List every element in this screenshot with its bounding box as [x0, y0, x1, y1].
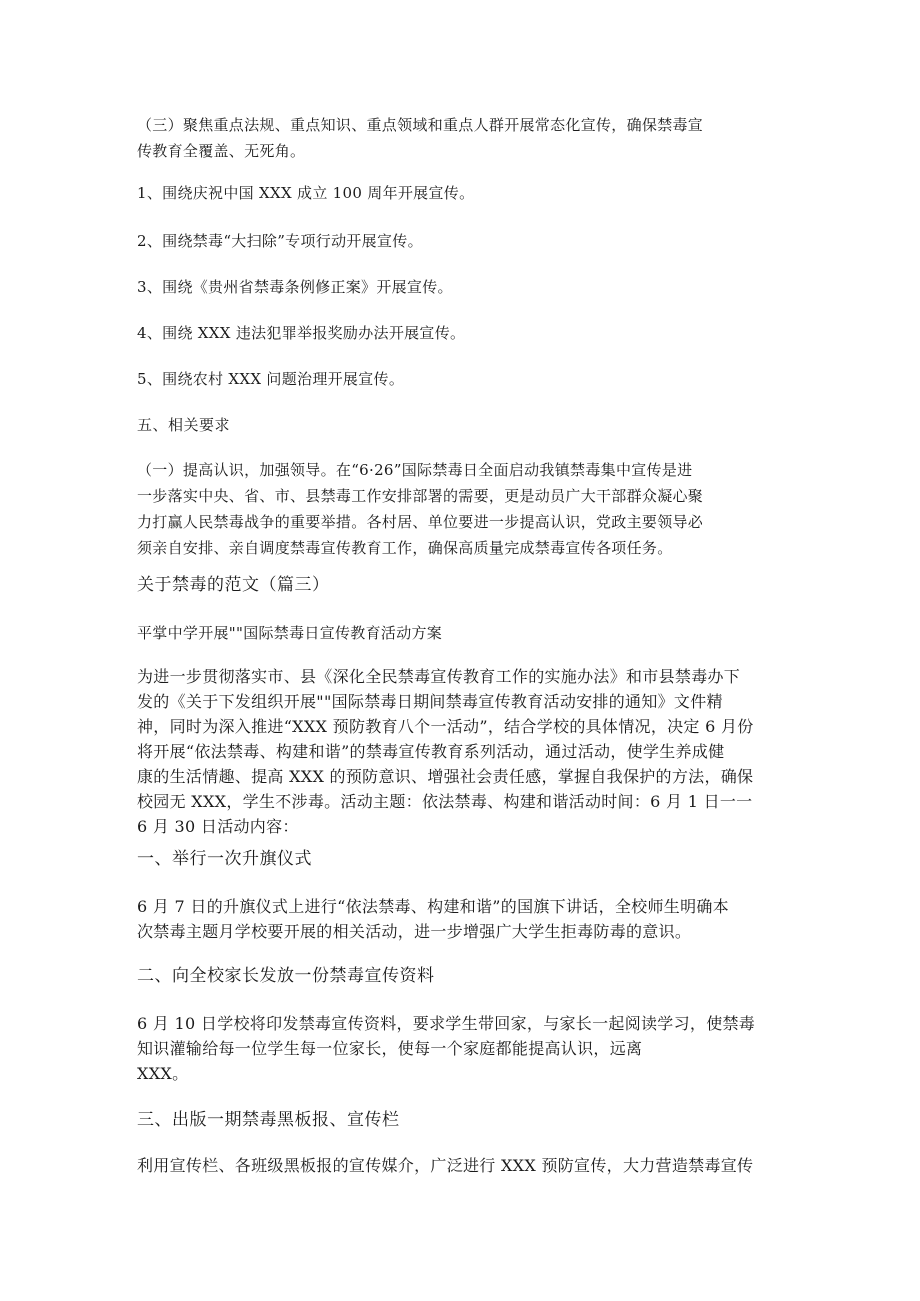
text-line: 6 月 30 日活动内容：: [137, 817, 299, 836]
section-heading-blackboard: 三、出版一期禁毒黑板报、宣传栏: [137, 1110, 400, 1130]
text-line: 知识灌输给每一位学生每一位家长，使每一个家庭都能提高认识，远离: [137, 1039, 643, 1058]
text-line: 力打赢人民禁毒战争的重要举措。各村居、单位要进一步提高认识，党政主要领导必: [137, 513, 704, 531]
text-line: XXX。: [137, 1064, 189, 1083]
list-item-4: 4、围绕 XXX 违法犯罪举报奖励办法开展宣传。: [137, 324, 466, 342]
text-line: 康的生活情趣、提高 XXX 的预防意识、增强社会责任感，掌握自我保护的方法，确保: [137, 767, 754, 786]
text-line: 须亲自安排、亲自调度禁毒宣传教育工作，确保高质量完成禁毒宣传各项任务。: [137, 539, 673, 557]
text-line: 发的《关于下发组织开展""国际禁毒日期间禁毒宣传教育活动安排的通知》文件精: [137, 692, 723, 711]
text-line: 传教育全覆盖、无死角。: [137, 142, 306, 160]
text-line: （三）聚焦重点法规、重点知识、重点领域和重点人群开展常态化宣传，确保禁毒宣: [137, 116, 704, 134]
list-item-2: 2、围绕禁毒“大扫除”专项行动开展宣传。: [137, 232, 423, 250]
plan-title: 平掌中学开展""国际禁毒日宣传教育活动方案: [137, 624, 443, 642]
text-line: 一步落实中央、省、市、县禁毒工作安排部署的需要，更是动员广大干部群众凝心聚: [137, 487, 704, 505]
text-line: 次禁毒主题月学校要开展的相关活动，进一步增强广大学生拒毒防毒的意识。: [137, 922, 692, 941]
paragraph-intro: [137, 664, 787, 839]
text-line: 校园无 XXX，学生不涉毒。活动主题：依法禁毒、构建和谐活动时间：6 月 1 日一一: [137, 792, 753, 811]
list-item-3: 3、围绕《贵州省禁毒条例修正案》开展宣传。: [137, 278, 453, 296]
article-title: 关于禁毒的范文（篇三）: [137, 575, 330, 595]
list-item-1: 1、围绕庆祝中国 XXX 成立 100 周年开展宣传。: [137, 184, 475, 202]
section-heading-flag-ceremony: 一、举行一次升旗仪式: [137, 849, 312, 869]
paragraph-parent-materials: [137, 1011, 787, 1086]
text-line: （一）提高认识，加强领导。在“6·26”国际禁毒日全面启动我镇禁毒集中宣传是进: [137, 461, 693, 479]
text-line: 将开展“依法禁毒、构建和谐”的禁毒宣传教育系列活动，通过活动，使学生养成健: [137, 742, 725, 761]
paragraph-focus-publicity: [137, 112, 787, 164]
text-line: 为进一步贯彻落实市、县《深化全民禁毒宣传教育工作的实施办法》和市县禁毒办下: [137, 667, 741, 686]
paragraph-flag-ceremony: [137, 894, 787, 944]
paragraph-raise-awareness: [137, 457, 787, 561]
text-line: 6 月 10 日学校将印发禁毒宣传资料，要求学生带回家，与家长一起阅读学习，使禁毒: [137, 1014, 756, 1033]
paragraph-blackboard: 利用宣传栏、各班级黑板报的宣传媒介，广泛进行 XXX 预防宣传，大力营造禁毒宣传: [137, 1156, 754, 1175]
text-line: 6 月 7 日的升旗仪式上进行“依法禁毒、构建和谐”的国旗下讲话，全校师生明确本: [137, 897, 729, 916]
text-line: 神，同时为深入推进“XXX 预防教育八个一活动”，结合学校的具体情况，决定 6 月份: [137, 717, 754, 736]
section-heading-parent-materials: 二、向全校家长发放一份禁毒宣传资料: [137, 966, 435, 986]
list-item-5: 5、围绕农村 XXX 问题治理开展宣传。: [137, 370, 405, 388]
section-heading-requirements: 五、相关要求: [137, 416, 231, 434]
